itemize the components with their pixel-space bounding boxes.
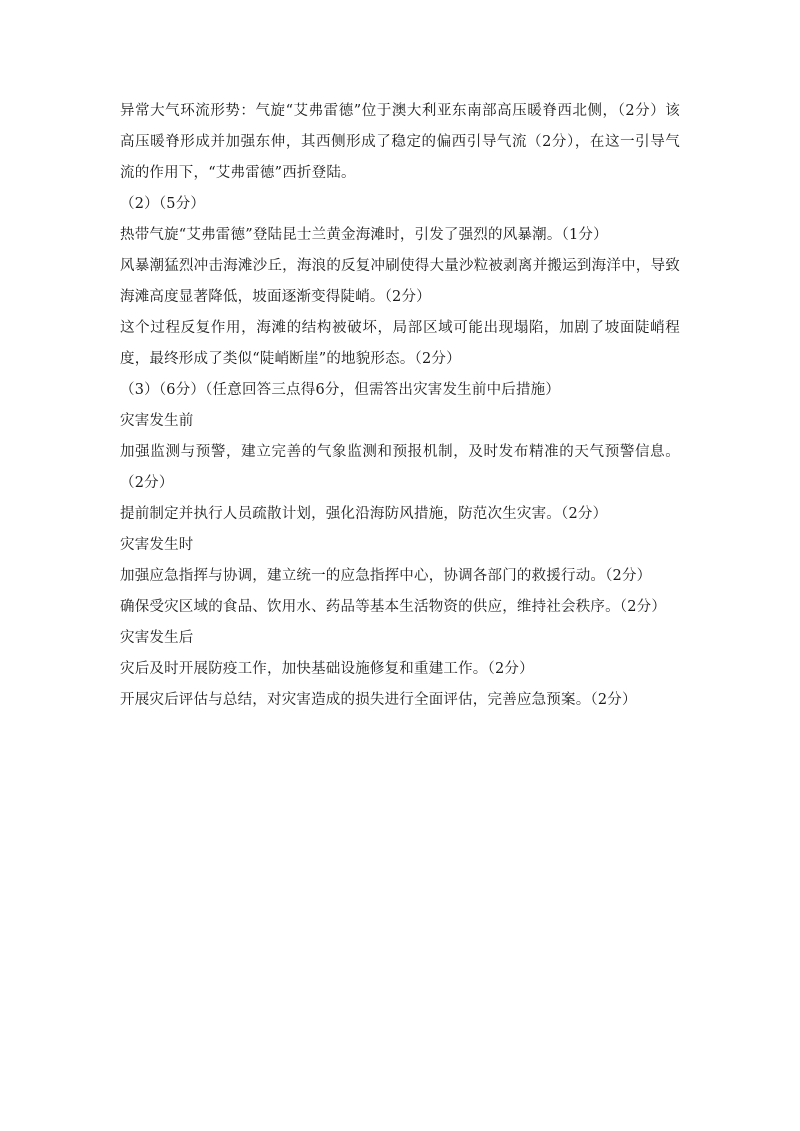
paragraph-cliff-formation: 这个过程反复作用，海滩的结构被破坏，局部区域可能出现塌陷，加剧了坡面陡峭程度，最终形成了类似“陡峭断崖”的地貌形态。（2分） [120,320,680,367]
document-body [120,96,680,716]
paragraph-storm-surge: 热带气旋“艾弗雷德”登陆昆士兰黄金海滩时，引发了强烈的风暴潮。（1分） [120,227,608,243]
measure-evacuation: 提前制定并执行人员疏散计划，强化沿海防风措施，防范次生灾害。（2分） [120,506,608,522]
section-during-disaster: 灾害发生时 [120,537,194,553]
measure-command: 加强应急指挥与协调，建立统一的应急指挥中心，协调各部门的救援行动。（2分） [120,568,652,584]
section-after-disaster: 灾害发生后 [120,630,194,646]
paragraph-circulation: 异常大气环流形势：气旋“艾弗雷德”位于澳大利亚东南部高压暖脊西北侧，（2分）该高压暖脊形成并加强东伸，其西侧形成了稳定的偏西引导气流（2分），在这一引导气流的作用下，“艾弗雷德”西折登陆。 [120,103,680,181]
measure-assessment: 开展灾后评估与总结，对灾害造成的损失进行全面评估，完善应急预案。（2分） [120,692,637,708]
measure-monitoring: 加强监测与预警，建立完善的气象监测和预报机制，及时发布精准的天气预警信息。（2分） [120,444,680,491]
measure-epidemic-prevention: 灾后及时开展防疫工作，加快基础设施修复和重建工作。（2分） [120,661,534,677]
measure-supplies: 确保受灾区域的食品、饮用水、药品等基本生活物资的供应，维持社会秩序。（2分） [120,599,667,615]
section-before-disaster: 灾害发生前 [120,413,194,429]
question-2-header: （2）（5分） [120,196,206,212]
paragraph-erosion: 风暴潮猛烈冲击海滩沙丘，海浪的反复冲刷使得大量沙粒被剥离并搬运到海洋中，导致海滩高度显著降低，坡面逐渐变得陡峭。（2分） [120,258,680,305]
question-3-header: （3）（6分）（任意回答三点得6分，但需答出灾害发生前中后措施） [120,382,561,398]
